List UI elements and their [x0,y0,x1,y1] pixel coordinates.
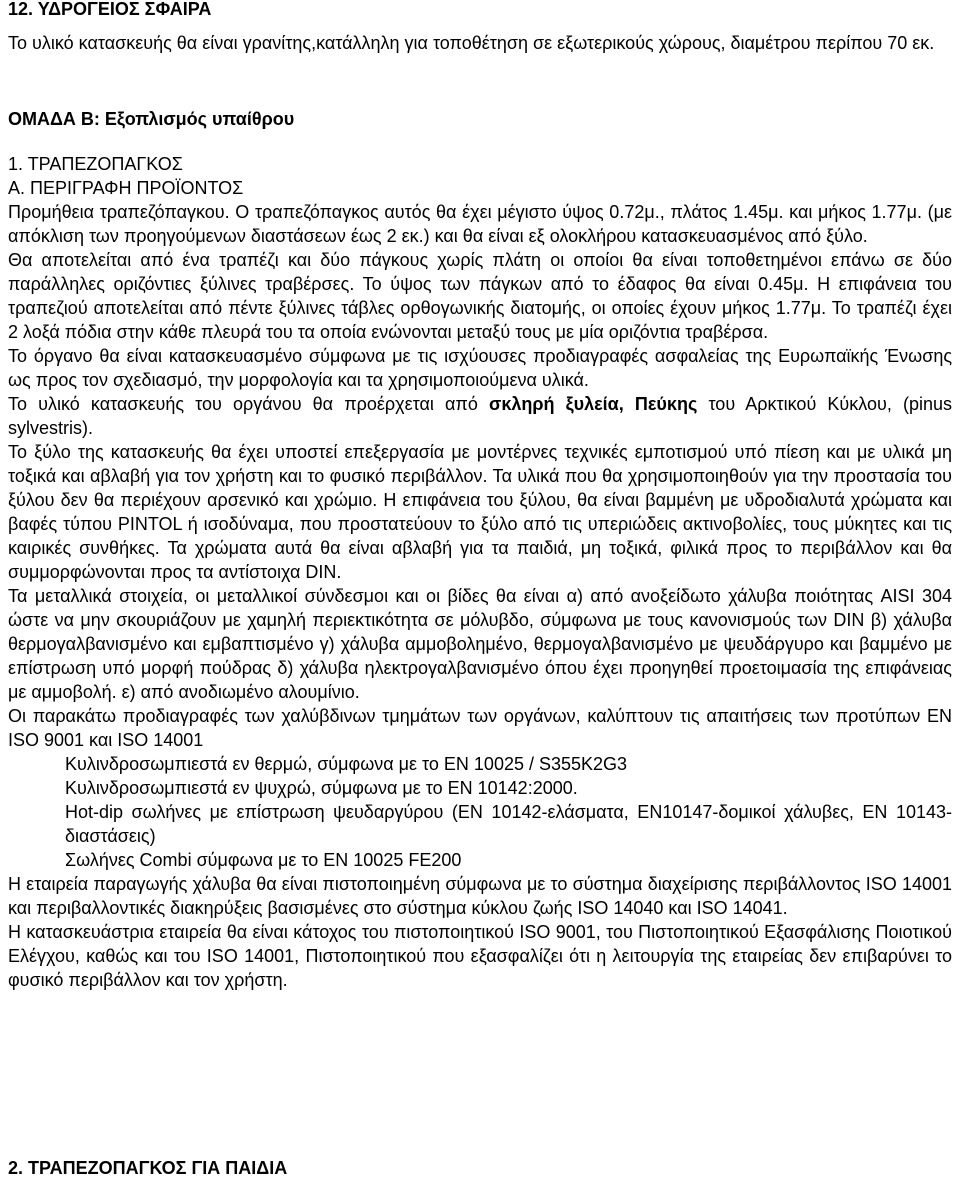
paragraph-8: Η εταιρεία παραγωγής χάλυβα θα είναι πιστοποιημένη σύμφωνα με το σύστημα διαχείρισης περιβάλλοντος ISO 14001 και περιβαλλοντικές διακηρύξεις βασισμένες στο σύστημα κύκλου ζωής ISO 14040 και ISO 14041. [8,874,952,918]
list-item: Κυλινδροσωμπιεστά εν θερμώ, σύμφωνα με το EN 10025 / S355K2G3 [65,754,628,774]
paragraph-9: Η κατασκευάστρια εταιρεία θα είναι κάτοχος του πιστοποιητικού ISO 9001, του Πιστοποιητικού Εξασφάλισης Ποιοτικού Ελέγχου, καθώς και του ISO 14001, Πιστοποιητικού που εξασφαλίζει ότι η λειτουργία της εταιρείας δεν επιβαρύνει το φυσικό περιβάλλον και τον χρήστη. [8,922,952,990]
paragraph-1: Προμήθεια τραπεζόπαγκου. Ο τραπεζόπαγκος αυτός θα έχει μέγιστο ύψος 0.72μ., πλάτος 1.45μ. και μήκος 1.77μ. (με απόκλιση των προηγούμενων διαστάσεων έως 2 εκ.) και θα είναι εξ ολοκλήρου κατασκευασμένος από ξύλο. [8,202,952,246]
group-b-heading: ΟΜΑΔΑ Β: Εξοπλισμός υπαίθρου [8,109,295,129]
sub-a-heading: Α. ΠΕΡΙΓΡΑΦΗ ΠΡΟΪΟΝΤΟΣ [8,178,244,198]
paragraph-7: Οι παρακάτω προδιαγραφές των χαλύβδινων τμημάτων των οργάνων, καλύπτουν τις απαιτήσεις των προτύπων EN ISO 9001 και ISO 14001 [8,706,952,750]
paragraph-4-post: του Αρκτικού Κύκλου, (pinus sylvestris). [8,394,953,438]
item-1-heading: 1. ΤΡΑΠΕΖΟΠΑΓΚΟΣ [8,154,183,174]
list-item: Hot-dip σωλήνες με επίστρωση ψευδαργύρου (EN 10142-ελάσματα, EN10147-δομικοί χάλυβες, EN 10143-διαστάσεις) [65,802,952,846]
list-item: Σωλήνες Combi σύμφωνα με το EN 10025 FE200 [65,850,462,870]
paragraph-5: Το ξύλο της κατασκευής θα έχει υποστεί επεξεργασία με μοντέρνες τεχνικές εμποτισμού υπό πίεση και με υλικά μη τοξικά και αβλαβή για τον χρήστη και το φυσικό περιβάλλον. Τα υλικά που θα χρησιμοποιηθούν για την προστασία του ξύλου δεν θα περιέχουν αρσενικό και χρώμιο. Η επιφάνεια του ξύλου, θα είναι βαμμένη με υδροδιαλυτά χρώματα και βαφές τύπου PINTOL ή ισοδύναμα, που προστατεύουν το ξύλο από τις υπεριώδεις ακτινοβολίες, τους μύκητες και τις καιρικές συνθήκες. Τα χρώματα αυτά θα είναι αβλαβή για τα παιδιά, μη τοξικά, φιλικά προς το περιβάλλον και θα συμμορφώνονται προς τα αντίστοιχα DIN. [8,442,952,582]
intro-paragraph: Το υλικό κατασκευής θα είναι γρανίτης,κατάλληλη για τοποθέτηση σε εξωτερικούς χώρους, διαμέτρου περίπου 70 εκ. [8,33,935,53]
paragraph-3: Το όργανο θα είναι κατασκευασμένο σύμφωνα με τις ισχύουσες προδιαγραφές ασφαλείας της Ευρωπαϊκής Ένωσης ως προς τον σχεδιασμό, την μορφολογία και τα χρησιμοποιούμενα υλικά. [8,346,952,390]
paragraph-4-bold: σκληρή ξυλεία, Πεύκης [489,394,698,414]
paragraph-4 [8,392,952,440]
document-body [8,152,952,992]
list-item: Κυλινδροσωμπιεστά εν ψυχρώ, σύμφωνα με το EN 10142:2000. [65,778,578,798]
paragraph-6: Τα μεταλλικά στοιχεία, οι μεταλλικοί σύνδεσμοι και οι βίδες θα είναι α) από ανοξείδωτο χάλυβα ποιότητας AISI 304 ώστε να μην σκουριάζουν με χαμηλή περιεκτικότητα σε μόλυβδο, σύμφωνα με τους κανονισμούς των DIN β) χάλυβα θερμογαλβανισμένο και εμβαπτισμένο γ) χάλυβα αμμοβολημένο, θερμογαλβανισμένο με ψευδάργυρο και βαμμένο με επίστρωση υπό μορφή πούδρας δ) χάλυβα ηλεκτρογαλβανισμένο όπου έχει προηγηθεί προετοιμασία της επιφάνειας με αμμοβολή. ε) από ανοδιωμένο αλουμίνιο. [8,586,952,702]
item-2-heading: 2. ΤΡΑΠΕΖΟΠΑΓΚΟΣ ΓΙΑ ΠΑΙΔΙΑ [8,1158,288,1178]
paragraph-2: Θα αποτελείται από ένα τραπέζι και δύο πάγκους χωρίς πλάτη οι οποίοι θα είναι τοποθετημένοι επάνω σε δύο παράλληλες οριζόντιες ξύλινες τραβέρσες. Το ύψος των πάγκων από το έδαφος θα είναι 0.45μ. Η επιφάνεια του τραπεζιού αποτελείται από πέντε ξύλινες τάβλες ορθογωνικής διατομής, οι οποίες έχουν μήκος 1.77μ. Το τραπέζι έχει 2 λοξά πόδια στην κάθε πλευρά του τα οποία ενώνονται μεταξύ τους με μία οριζόντια τραβέρσα. [8,250,952,342]
paragraph-4-pre: Το υλικό κατασκευής του οργάνου θα προέρχεται από [8,394,490,414]
section-12-heading: 12. ΥΔΡΟΓΕΙΟΣ ΣΦΑΙΡΑ [8,0,212,19]
